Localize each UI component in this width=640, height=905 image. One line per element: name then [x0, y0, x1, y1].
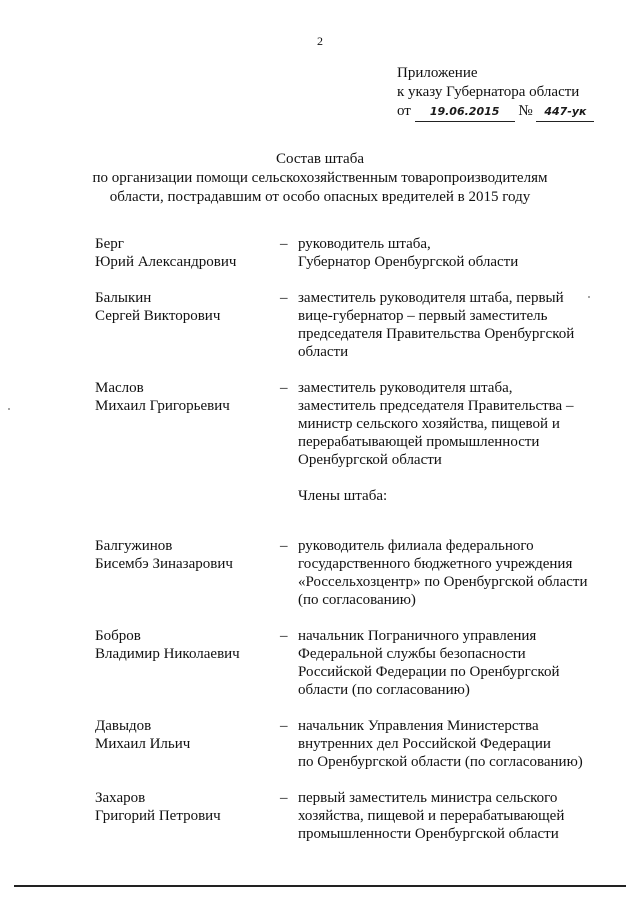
role-line: по Оренбургской области (по согласованию): [298, 754, 583, 770]
dash-separator: –: [280, 538, 288, 554]
roster-entry: [95, 289, 615, 361]
person-given-names: Сергей Викторович: [95, 308, 221, 324]
dash-separator: –: [280, 718, 288, 734]
role-line: председателя Правительства Оренбургской: [298, 326, 575, 342]
handwritten-number: 447-ук: [536, 102, 594, 122]
bottom-rule: [14, 885, 626, 887]
person-role: [298, 289, 588, 361]
roster-entry: [95, 379, 615, 469]
role-line: заместитель руководителя штаба,: [298, 380, 513, 396]
number-sign: №: [518, 103, 533, 119]
person-given-names: Михаил Григорьевич: [95, 398, 230, 414]
members-heading: Члены штаба:: [298, 488, 388, 504]
role-line: руководитель филиала федерального: [298, 538, 534, 554]
role-line: Губернатор Оренбургской области: [298, 254, 519, 270]
members-list: [95, 537, 615, 843]
role-line: начальник Пограничного управления: [298, 628, 537, 644]
leaders-list: [95, 235, 615, 469]
role-line: заместитель руководителя штаба, первый: [298, 290, 564, 306]
appendix-reference: к указу Губернатора области: [397, 84, 580, 100]
scan-speck: [588, 296, 590, 298]
appendix-block: [397, 64, 594, 122]
roster-entry: [95, 789, 615, 843]
appendix-date-number-line: [397, 102, 594, 122]
dash-separator: –: [280, 236, 288, 252]
title-line-2: по организации помощи сельскохозяйственным товаропроизводителям: [92, 170, 548, 186]
role-line: Оренбургской области: [298, 452, 442, 468]
dash-separator: –: [280, 290, 288, 306]
person-surname: Маслов: [95, 380, 144, 396]
scan-speck: [8, 408, 10, 410]
role-line: государственного бюджетного учреждения: [298, 556, 573, 572]
role-line: области (по согласованию): [298, 682, 470, 698]
role-line: «Россельхозцентр» по Оренбургской области: [298, 574, 588, 590]
appendix-title: Приложение: [397, 65, 478, 81]
person-name: [95, 627, 280, 699]
handwritten-date: 19.06.2015: [415, 102, 515, 122]
person-role: [298, 717, 588, 771]
role-line: промышленности Оренбургской области: [298, 826, 559, 842]
dash-separator: –: [280, 628, 288, 644]
roster-entry: [95, 717, 615, 771]
role-line: заместитель председателя Правительства –: [298, 398, 574, 414]
role-line: перерабатывающей промышленности: [298, 434, 540, 450]
role-line: первый заместитель министра сельского: [298, 790, 558, 806]
role-line: хозяйства, пищевой и перерабатывающей: [298, 808, 565, 824]
person-surname: Бобров: [95, 628, 141, 644]
person-name: [95, 289, 280, 361]
role-line: внутренних дел Российской Федерации: [298, 736, 551, 752]
person-surname: Балгужинов: [95, 538, 173, 554]
role-line: начальник Управления Министерства: [298, 718, 539, 734]
title-line-3: области, пострадавшим от особо опасных вредителей в 2015 году: [109, 189, 531, 205]
person-surname: Балыкин: [95, 290, 152, 306]
person-given-names: Григорий Петрович: [95, 808, 221, 824]
person-role: [298, 379, 588, 469]
role-line: (по согласованию): [298, 592, 416, 608]
from-label: от: [397, 103, 411, 119]
person-surname: Давыдов: [95, 718, 152, 734]
roster-entry: [95, 235, 615, 271]
role-line: Федеральной службы безопасности: [298, 646, 526, 662]
person-given-names: Юрий Александрович: [95, 254, 237, 270]
role-line: министр сельского хозяйства, пищевой и: [298, 416, 560, 432]
person-role: [298, 235, 588, 271]
person-role: [298, 537, 588, 609]
person-name: [95, 789, 280, 843]
person-surname: Берг: [95, 236, 124, 252]
role-line: руководитель штаба,: [298, 236, 431, 252]
roster-entry: [95, 627, 615, 699]
dash-separator: –: [280, 790, 288, 806]
person-name: [95, 717, 280, 771]
person-given-names: Михаил Ильич: [95, 736, 191, 752]
person-name: [95, 379, 280, 469]
person-given-names: Владимир Николаевич: [95, 646, 240, 662]
staff-roster: [95, 235, 615, 861]
person-given-names: Бисембэ Зиназарович: [95, 556, 233, 572]
document-title: [0, 150, 640, 207]
person-role: [298, 627, 588, 699]
person-name: [95, 235, 280, 271]
person-name: [95, 537, 280, 609]
person-role: [298, 789, 588, 843]
dash-separator: –: [280, 380, 288, 396]
role-line: области: [298, 344, 349, 360]
page-number: 2: [317, 34, 323, 48]
person-surname: Захаров: [95, 790, 146, 806]
role-line: Российской Федерации по Оренбургской: [298, 664, 560, 680]
roster-entry: [95, 537, 615, 609]
title-line-1: Состав штаба: [275, 151, 364, 167]
role-line: вице-губернатор – первый заместитель: [298, 308, 548, 324]
